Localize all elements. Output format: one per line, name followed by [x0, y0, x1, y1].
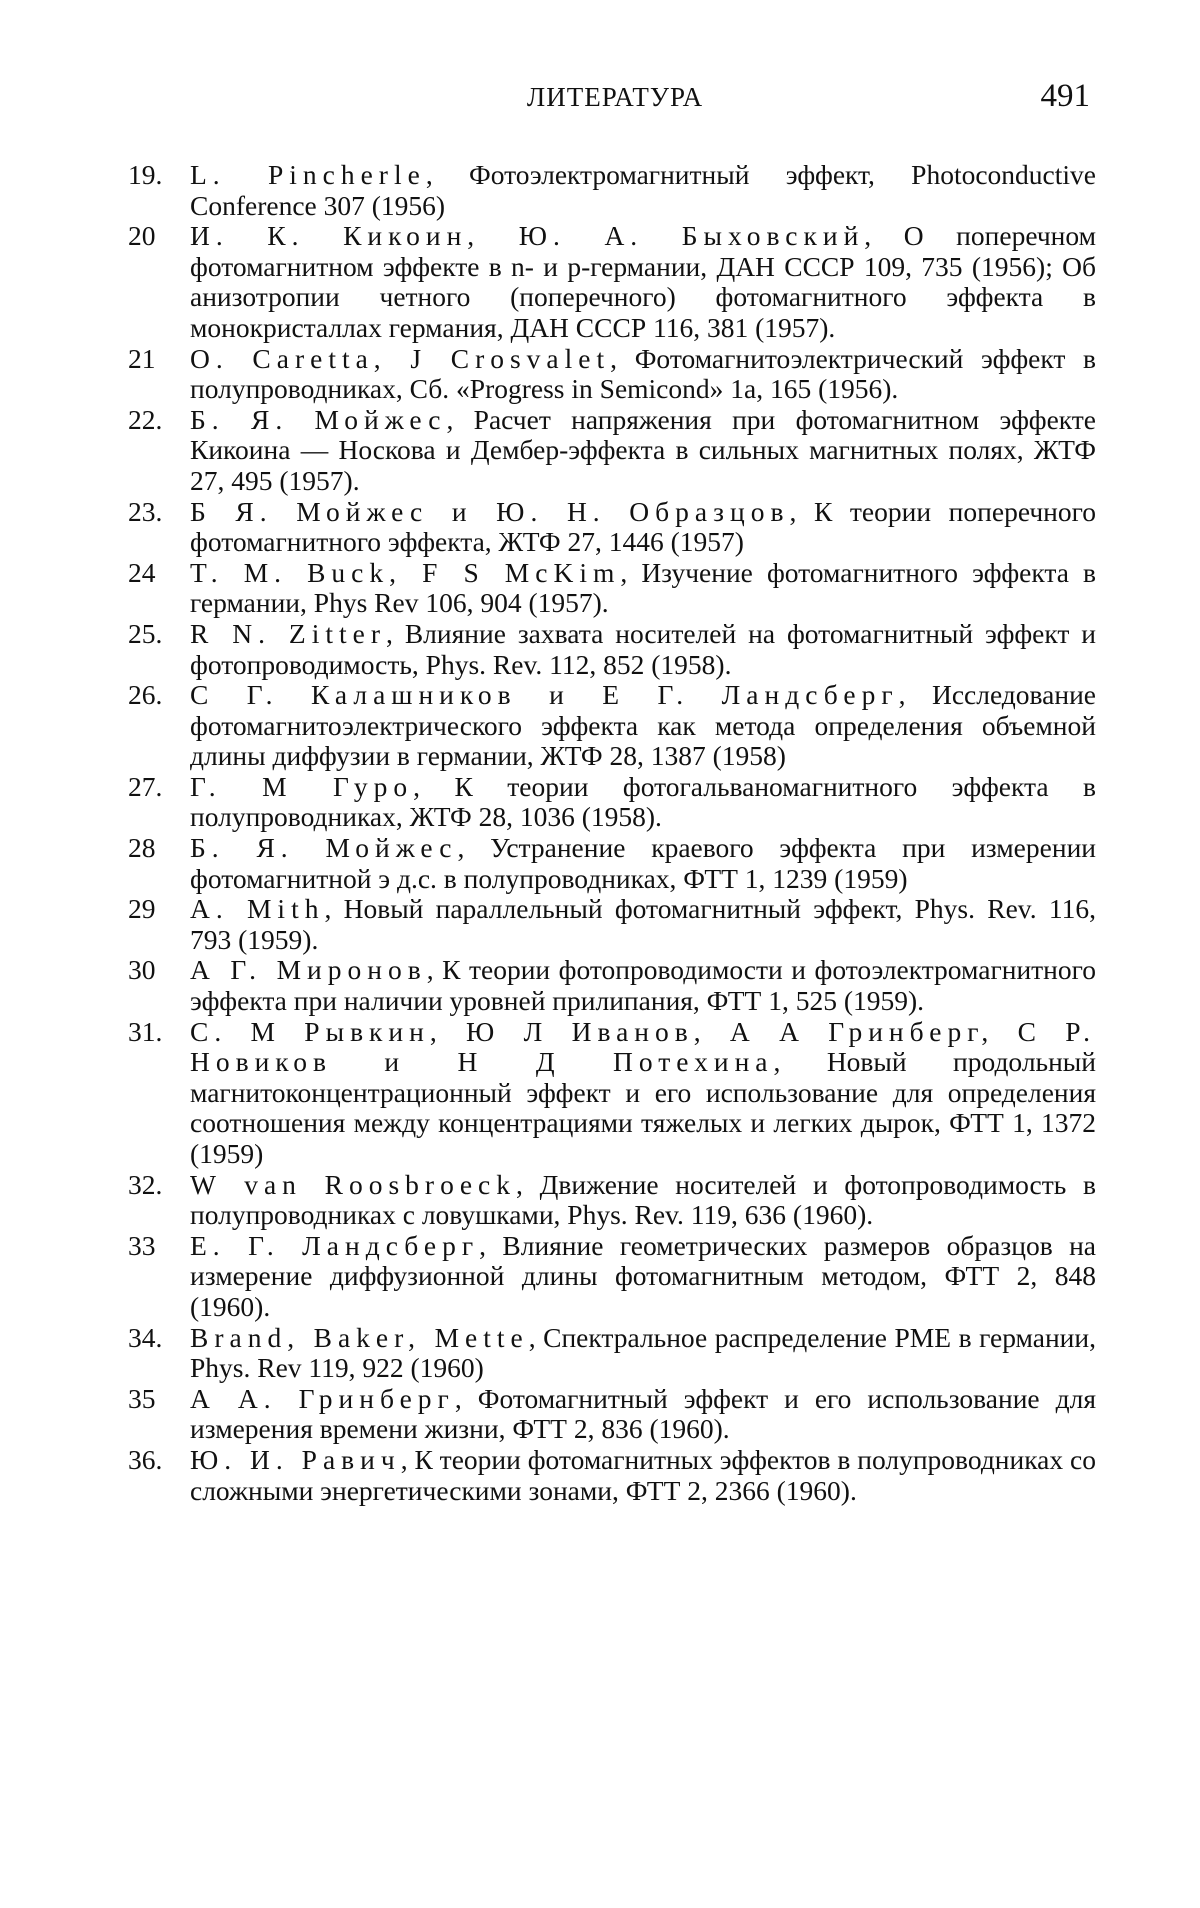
reference-entry: 31. С. М Рывкин, Ю Л Иванов, А А Гринберг, С Р. Новиков и Н Д Потехина, Новый продольный магнитоконцентрационный эффект и его использование для определения соотношения между концентрациями тяжелых и легких дырок, ФТТ 1, 1372 (1959): [128, 1017, 1096, 1170]
reference-number: 34.: [128, 1323, 184, 1354]
reference-entry: 22. Б. Я. Мойжес, Расчет напряжения при фотомагнитном эффекте Кикоина — Носкова и Дембер-эффекта в сильных магнитных полях, ЖТФ 27, 495 (1957).: [128, 405, 1096, 497]
reference-entry: 30 А Г. Миронов, К теории фотопроводимости и фотоэлектромагнитного эффекта при наличии уровней прилипания, ФТТ 1, 525 (1959).: [128, 955, 1096, 1016]
reference-entry: 33 Е. Г. Ландсберг, Влияние геометрических размеров образцов на измерение диффузионной длины фотомагнитным методом, ФТТ 2, 848 (1960).: [128, 1231, 1096, 1323]
reference-number: 20: [128, 221, 184, 252]
reference-authors: Б Я. Мойжес и Ю. Н. Образцов: [190, 496, 789, 527]
reference-authors: А А. Гринберг: [190, 1383, 455, 1414]
reference-authors: С. М Рывкин, Ю Л Иванов, А А Гринберг, С Р. Новиков и Н Д Потехина: [190, 1016, 1096, 1078]
reference-entry: 29 A. Mith, Новый параллельный фотомагнитный эффект, Phys. Rev. 116, 793 (1959).: [128, 894, 1096, 955]
reference-text: К теории поперечного фотомагнитного эффекта, ЖТФ 27, 1446 (1957): [190, 496, 1096, 558]
reference-number: 21: [128, 344, 184, 375]
reference-list: [128, 160, 1096, 1506]
reference-text: Новый параллельный фотомагнитный эффект, Phys. Rev. 116, 793 (1959).: [190, 893, 1096, 955]
reference-authors: Б. Я. Мойжес: [190, 404, 446, 435]
reference-text: К теории фотопроводимости и фотоэлектромагнитного эффекта при наличии уровней прилипания, ФТТ 1, 525 (1959).: [190, 954, 1096, 1016]
reference-number: 30: [128, 955, 184, 986]
reference-number: 25.: [128, 619, 184, 650]
reference-authors: T. M. Buck, F S McKim: [190, 557, 620, 588]
reference-text: Расчет напряжения при фотомагнитном эффекте Кикоина — Носкова и Дембер-эффекта в сильных магнитных полях, ЖТФ 27, 495 (1957).: [190, 404, 1096, 496]
reference-entry: 28 Б. Я. Мойжес, Устранение краевого эффекта при измерении фотомагнитной э д.с. в полупроводниках, ФТТ 1, 1239 (1959): [128, 833, 1096, 894]
reference-entry: 35 А А. Гринберг, Фотомагнитный эффект и его использование для измерения времени жизни, ФТТ 2, 836 (1960).: [128, 1384, 1096, 1445]
reference-text: Новый продольный магнитоконцентрационный эффект и его использование для определения соотношения между концентрациями тяжелых и легких дырок, ФТТ 1, 1372 (1959): [190, 1046, 1096, 1169]
reference-entry: 24 T. M. Buck, F S McKim, Изучение фотомагнитного эффекта в германии, Phys Rev 106, 904 (1957).: [128, 558, 1096, 619]
reference-number: 29: [128, 894, 184, 925]
reference-authors: Ю. И. Равич: [190, 1444, 401, 1475]
reference-number: 33: [128, 1231, 184, 1262]
reference-text: Спектральное распределение РМЕ в германии, Phys. Rev 119, 922 (1960): [190, 1322, 1096, 1384]
reference-entry: 21 O. Caretta, J Crosvalet, Фотомагнитоэлектрический эффект в полупроводниках, Сб. «Progress in Semicond» 1a, 165 (1956).: [128, 344, 1096, 405]
reference-text: К теории фотомагнитных эффектов в полупроводниках со сложными энергетическими зонами, ФТТ 2, 2366 (1960).: [190, 1444, 1096, 1506]
reference-text: О поперечном фотомагнитном эффекте в n- и p-германии, ДАН СССР 109, 735 (1956); Об анизотропии четного (поперечного) фотомагнитного эффекта в монокристаллах германия, ДАН СССР 116, 381 (1957).: [190, 220, 1096, 343]
running-title: ЛИТЕРАТУРА: [140, 82, 1090, 113]
reference-text: Фотоэлектромагнитный эффект, Photoconductive Conference 307 (1956): [190, 159, 1096, 221]
reference-text: Влияние геометрических размеров образцов на измерение диффузионной длины фотомагнитным методом, ФТТ 2, 848 (1960).: [190, 1230, 1096, 1322]
reference-text: Устранение краевого эффекта при измерении фотомагнитной э д.с. в полупроводниках, ФТТ 1, 1239 (1959): [190, 832, 1096, 894]
reference-entry: 32. W van Roosbroeck, Движение носителей и фотопроводимость в полупроводниках с ловушками, Phys. Rev. 119, 636 (1960).: [128, 1170, 1096, 1231]
reference-authors: И. К. Кикоин, Ю. А. Быховский: [190, 220, 864, 251]
reference-text: Влияние захвата носителей на фотомагнитный эффект и фотопроводимость, Phys. Rev. 112, 852 (1958).: [190, 618, 1096, 680]
reference-authors: L. Pincherle: [190, 159, 426, 190]
reference-authors: А Г. Миронов: [190, 954, 427, 985]
reference-authors: W van Roosbroeck: [190, 1169, 516, 1200]
reference-authors: Б. Я. Мойжес: [190, 832, 457, 863]
reference-number: 32.: [128, 1170, 184, 1201]
reference-text: К теории фотогальваномагнитного эффекта в полупроводниках, ЖТФ 28, 1036 (1958).: [190, 771, 1096, 833]
reference-text: Фотомагнитный эффект и его использование для измерения времени жизни, ФТТ 2, 836 (1960).: [190, 1383, 1096, 1445]
reference-authors: R N. Zitter: [190, 618, 386, 649]
reference-number: 22.: [128, 405, 184, 436]
reference-entry: 19. L. Pincherle, Фотоэлектромагнитный эффект, Photoconductive Conference 307 (1956): [128, 160, 1096, 221]
reference-entry: 26. С Г. Калашников и Е Г. Ландсберг, Исследование фотомагнитоэлектрического эффекта как метода определения объемной длины диффузии в германии, ЖТФ 28, 1387 (1958): [128, 680, 1096, 772]
reference-entry: 27. Г. М Гуро, К теории фотогальваномагнитного эффекта в полупроводниках, ЖТФ 28, 1036 (1958).: [128, 772, 1096, 833]
reference-entry: 36. Ю. И. Равич, К теории фотомагнитных эффектов в полупроводниках со сложными энергетическими зонами, ФТТ 2, 2366 (1960).: [128, 1445, 1096, 1506]
reference-authors: Г. М Гуро: [190, 771, 413, 802]
reference-text: Изучение фотомагнитного эффекта в германии, Phys Rev 106, 904 (1957).: [190, 557, 1096, 619]
page-header: [140, 74, 1090, 124]
reference-authors: С Г. Калашников и Е Г. Ландсберг: [190, 679, 899, 710]
reference-number: 24: [128, 558, 184, 589]
reference-number: 36.: [128, 1445, 184, 1476]
reference-text: Движение носителей и фотопроводимость в полупроводниках с ловушками, Phys. Rev. 119, 636 (1960).: [190, 1169, 1096, 1231]
reference-authors: A. Mith: [190, 893, 324, 924]
reference-entry: 20 И. К. Кикоин, Ю. А. Быховский, О поперечном фотомагнитном эффекте в n- и p-германии, ДАН СССР 109, 735 (1956); Об анизотропии четного (поперечного) фотомагнитного эффекта в монокристаллах германия, ДАН СССР 116, 381 (1957).: [128, 221, 1096, 343]
page-number: 491: [1041, 78, 1091, 115]
reference-entry: 25. R N. Zitter, Влияние захвата носителей на фотомагнитный эффект и фотопроводимость, Phys. Rev. 112, 852 (1958).: [128, 619, 1096, 680]
reference-number: 31.: [128, 1017, 184, 1048]
reference-authors: Brand, Baker, Mette: [190, 1322, 529, 1353]
reference-number: 19.: [128, 160, 184, 191]
reference-number: 28: [128, 833, 184, 864]
reference-number: 23.: [128, 497, 184, 528]
reference-number: 26.: [128, 680, 184, 711]
reference-number: 35: [128, 1384, 184, 1415]
reference-text: Исследование фотомагнитоэлектрического эффекта как метода определения объемной длины диффузии в германии, ЖТФ 28, 1387 (1958): [190, 679, 1096, 771]
reference-entry: 23. Б Я. Мойжес и Ю. Н. Образцов, К теории поперечного фотомагнитного эффекта, ЖТФ 27, 1446 (1957): [128, 497, 1096, 558]
reference-entry: 34. Brand, Baker, Mette, Спектральное распределение РМЕ в германии, Phys. Rev 119, 922 (1960): [128, 1323, 1096, 1384]
reference-number: 27.: [128, 772, 184, 803]
reference-text: Фотомагнитоэлектрический эффект в полупроводниках, Сб. «Progress in Semicond» 1a, 165 (1956).: [190, 343, 1096, 405]
reference-authors: O. Caretta, J Crosvalet: [190, 343, 610, 374]
reference-authors: Е. Г. Ландсберг: [190, 1230, 479, 1261]
